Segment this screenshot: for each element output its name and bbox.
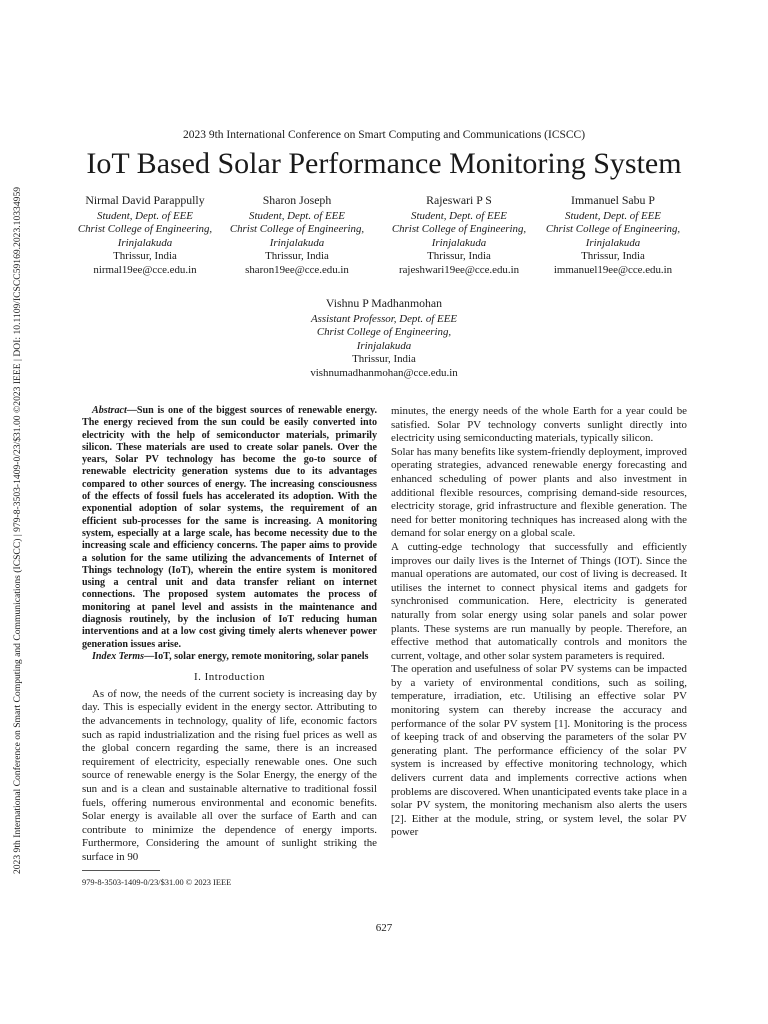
author-block-2	[222, 194, 372, 277]
author-role: Assistant Professor, Dept. of EEE	[310, 312, 457, 325]
author-email: nirmal19ee@cce.edu.in	[93, 263, 197, 276]
author-block-4	[536, 194, 690, 277]
body-paragraph: A cutting-edge technology that successfully and efficiently improves our daily lives is the Internet of Things (IOT). Since the manual operations are automated, our cost of living is decreased. It utilises the internet to connect physical items and gadgets for synchronised communication. Here, electricity is generated naturally from solar energy using solar panels and solar power plants. These systems are run manually by people. Therefore, an effective method that automatically controls and monitors the current, voltage, and other solar system parameters is required.	[391, 540, 687, 662]
author-name: Nirmal David Parappully	[85, 193, 205, 207]
footnote-rule	[82, 870, 160, 871]
author-name: Immanuel Sabu P	[571, 193, 655, 207]
author-org: Christ College of Engineering,	[391, 223, 527, 235]
author-city: Thrissur, India	[113, 250, 177, 262]
author-city: Thrissur, India	[581, 250, 645, 262]
section-heading: I. Introduction	[193, 671, 266, 684]
author-city: Thrissur, India	[265, 250, 329, 262]
author-email: immanuel19ee@cce.edu.in	[553, 263, 673, 276]
page-number: 627	[375, 922, 393, 934]
doi-side-strip	[8, 160, 28, 900]
author-org: Christ College of Engineering,	[316, 326, 452, 338]
author-org: Christ College of Engineering,	[229, 223, 365, 235]
index-terms-lead: Index Terms	[92, 650, 145, 662]
author-place: Irinjalakuda	[117, 236, 173, 249]
author-role: Student, Dept. of EEE	[565, 209, 661, 222]
author-block-5	[284, 297, 484, 380]
copyright-footnote: 979-8-3503-1409-0/23/$31.00 © 2023 IEEE	[82, 878, 232, 887]
author-block-1	[70, 194, 220, 277]
author-email: vishnumadhanmohan@cce.edu.in	[310, 366, 458, 379]
left-column	[82, 405, 377, 865]
abstract	[82, 405, 377, 651]
author-email: sharon19ee@cce.edu.in	[245, 263, 349, 276]
conference-header: 2023 9th International Conference on Smart Computing and Communications (ICSCC)	[182, 129, 586, 141]
doi-side-text: 2023 9th International Conference on Smart Computing and Communications (ICSCC) | 979-8-3503-1409-0/23/$31.00 ©2023 IEEE | DOI: 10.1109/ICSCC59169.2023.10334959	[12, 186, 24, 874]
author-block-3	[374, 194, 544, 277]
author-name: Sharon Joseph	[262, 193, 332, 207]
paper-title: IoT Based Solar Performance Monitoring System	[86, 147, 682, 180]
author-place: Irinjalakuda	[269, 236, 325, 249]
body-paragraph: minutes, the energy needs of the whole Earth for a year could be satisfied. Solar PV technology converts sunlight directly into electricity using semiconducting materials, typically silicon.	[391, 405, 687, 445]
author-place: Irinjalakuda	[431, 236, 487, 249]
index-terms	[82, 651, 377, 663]
author-name: Vishnu P Madhanmohan	[325, 296, 443, 310]
body-paragraph: Solar has many benefits like system-friendly deployment, improved operating strategies, advanced renewable energy forecasting and enhanced scheduling of power plants and also investment in additional flexible resources, comprising demand-side resources, electricity storage, grid infrastructure and flexible generation. The need for better monitoring techniques has increased along with the demand for solar energy on a global scale.	[391, 445, 687, 540]
author-email: rajeshwari19ee@cce.edu.in	[398, 263, 520, 276]
author-role: Student, Dept. of EEE	[249, 209, 345, 222]
author-place: Irinjalakuda	[585, 236, 641, 249]
intro-paragraph: As of now, the needs of the current society is increasing day by day. This is especially evident in the energy sector. Attributing to the advancements in technology, quality of life, economic factors such as rapid industrialization and the rising fuel prices as well as the global concern regarding the same, there is an increased requirement of electricity, especially renewable ones. One such source of renewable energy is the Solar Energy, the energy of the sun and is a clean and sustainable alternative to traditional fossil fuels, offering numerous environmental and economic benefits. Solar energy is available all over the surface of Earth and can contribute to minimize the dependence of energy imports. Furthermore, Considering the amount of sunlight striking the surface in 90	[82, 687, 377, 863]
index-terms-text: —IoT, solar energy, remote monitoring, solar panels	[144, 650, 369, 662]
author-name: Rajeswari P S	[426, 193, 492, 207]
author-org: Christ College of Engineering,	[77, 223, 213, 235]
right-column	[391, 405, 687, 840]
abstract-text: —Sun is one of the biggest sources of renewable energy. The energy recieved from the sun could be easily converted into electricity with the help of semiconductor materials, primarily silicon. These materials are used to create solar panels. Over the years, Solar PV technology has become the go-to source of renewable electricity generation systems due to its advantages compared to other sources of energy. The increasing consciousness of the effects of fossil fuels has accelerated its adoption. With the exponential adoption of solar systems, the requirement of an efficient sub-processes for the same is increasing. A monitoring system, especially at a large scale, has become necessity due to the increasing scale and efficiency concerns. The paper aims to provide a solution for the same utilizing the advancements of Internet of Things technology (IoT), wherein the entire system is monitored using a central unit and data transfer reliant on internet connections. The proposed system automates the process of monitoring at panel level and assists in the maintenance and diagnosis routinely, by the inclusion of IoT reducing human interventions and at a low cost giving timely alerts whenever power generation issues arise.	[82, 405, 377, 650]
author-role: Student, Dept. of EEE	[411, 209, 507, 222]
author-city: Thrissur, India	[427, 250, 491, 262]
author-place: Irinjalakuda	[356, 339, 412, 352]
author-city: Thrissur, India	[352, 353, 416, 365]
author-org: Christ College of Engineering,	[545, 223, 681, 235]
author-role: Student, Dept. of EEE	[97, 209, 193, 222]
abstract-lead: Abstract	[92, 405, 127, 416]
body-paragraph: The operation and usefulness of solar PV systems can be impacted by a variety of environmental conditions, such as soiling, temperature, irradiation, etc. Utilising an effective solar PV monitoring system can thereby increase the accuracy and performance of the solar PV system [1]. Monitoring is the process of keeping track of and observing the parameters of the solar PV generating plant. The performance efficiency of the solar PV system is increased by effective monitoring technology, which delivers current data and implements corrective actions when problems are discovered. When unanticipated events take place in a solar PV system, the monitoring mechanism also alerts the users [2]. Either at the module, string, or system level, the solar PV power	[391, 663, 687, 839]
